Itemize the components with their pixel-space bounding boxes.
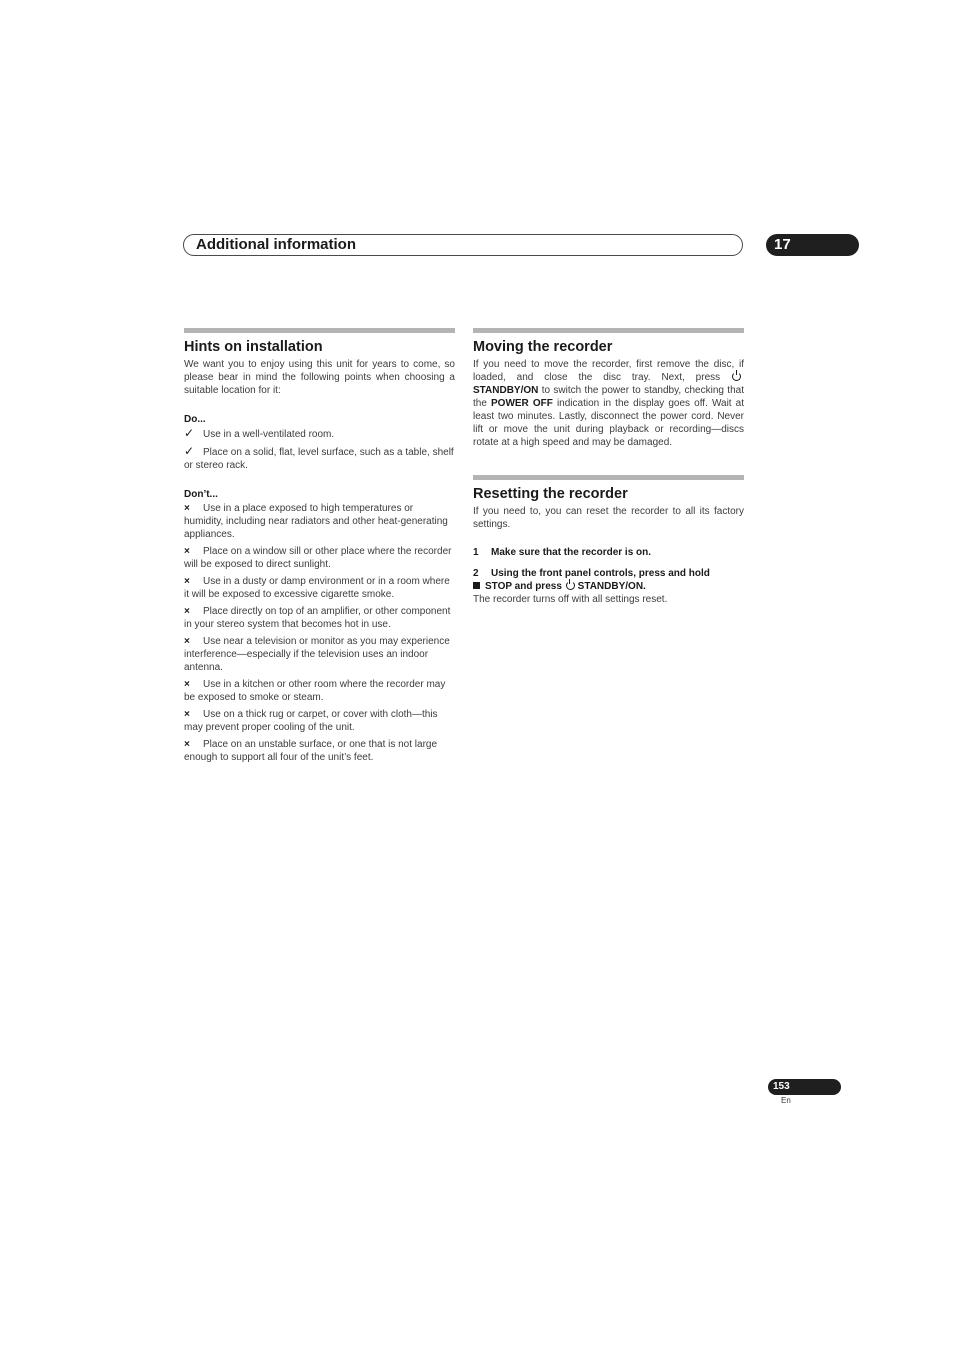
list-item: × Use in a dusty or damp environment or in a room where it will be exposed to excessive cigarette smoke. (184, 576, 450, 600)
list-item: × Use near a television or monitor as you may experience interference—especially if the television uses an indoor antenna. (184, 636, 450, 673)
page-number-badge: 153 (768, 1079, 841, 1095)
dont-heading: Don’t... (184, 489, 218, 500)
dont-list (184, 502, 455, 764)
list-item: × Use in a place exposed to high temperatures or humidity, including near radiators and other heat-generating appliances. (184, 503, 448, 540)
cross-icon: × (184, 546, 190, 557)
section-divider (473, 328, 744, 333)
chapter-number-badge: 17 (766, 234, 859, 256)
list-item: × Use in a kitchen or other room where the recorder may be exposed to smoke or steam. (184, 679, 446, 703)
left-column (184, 328, 455, 768)
cross-icon: × (184, 679, 190, 690)
do-list (184, 427, 455, 472)
resetting-result: The recorder turns off with all settings reset. (473, 594, 668, 605)
stop-icon (473, 582, 480, 589)
cross-icon: × (184, 739, 190, 750)
list-item: × Place on a window sill or other place where the recorder will be exposed to direct sunlight. (184, 546, 452, 570)
list-item: × Use on a thick rug or carpet, or cover with cloth—this may prevent proper cooling of the unit. (184, 709, 438, 733)
step-1: 1 Make sure that the recorder is on. (473, 547, 652, 558)
cross-icon: × (184, 606, 190, 617)
hints-intro: We want you to enjoy using this unit for years to come, so please bear in mind the following points when choosing a suitable location for it: (184, 359, 455, 396)
resetting-section-title: Resetting the recorder (473, 486, 628, 502)
cross-icon: × (184, 636, 190, 647)
check-icon: ✓ (184, 444, 195, 458)
resetting-intro: If you need to, you can reset the recorder to all its factory settings. (473, 506, 744, 530)
right-column (473, 328, 744, 606)
list-item: ✓ Place on a solid, flat, level surface, such as a table, shelf or stereo rack. (184, 444, 454, 471)
check-icon: ✓ (184, 426, 195, 440)
hints-section-title: Hints on installation (184, 339, 323, 355)
step-2: 2 Using the front panel controls, press and hold (473, 568, 710, 579)
page-language: En (781, 1096, 791, 1105)
list-item: × Place directly on top of an amplifier, or other component in your stereo system that becomes hot in use. (184, 606, 451, 630)
section-divider (184, 328, 455, 333)
do-heading: Do... (184, 414, 206, 425)
power-off-label: POWER OFF (491, 398, 553, 409)
moving-body: If you need to move the recorder, first remove the disc, if loaded, and close the disc tray. Next, press STANDBY/ON to switch the power to standby, checking that the POWER OFF indication in the display goes off. Wait at least two minutes. Lastly, disconnect the power cord. Never lift or move the unit during playback or recording—discs rotate at a high speed and may be damaged. (473, 359, 744, 448)
chapter-title: Additional information (196, 236, 356, 253)
power-icon (566, 581, 575, 590)
cross-icon: × (184, 503, 190, 514)
section-divider (473, 475, 744, 480)
power-icon (732, 372, 741, 381)
standby-button-label: STANDBY/ON (473, 385, 539, 396)
list-item: ✓ Use in a well-ventilated room. (184, 426, 335, 440)
step-2-continued: STOP and press STANDBY/ON. (473, 580, 744, 593)
cross-icon: × (184, 576, 190, 587)
cross-icon: × (184, 709, 190, 720)
chapter-header-bar (183, 234, 743, 256)
list-item: × Place on an unstable surface, or one that is not large enough to support all four of the unit’s feet. (184, 739, 438, 763)
moving-section-title: Moving the recorder (473, 339, 613, 355)
